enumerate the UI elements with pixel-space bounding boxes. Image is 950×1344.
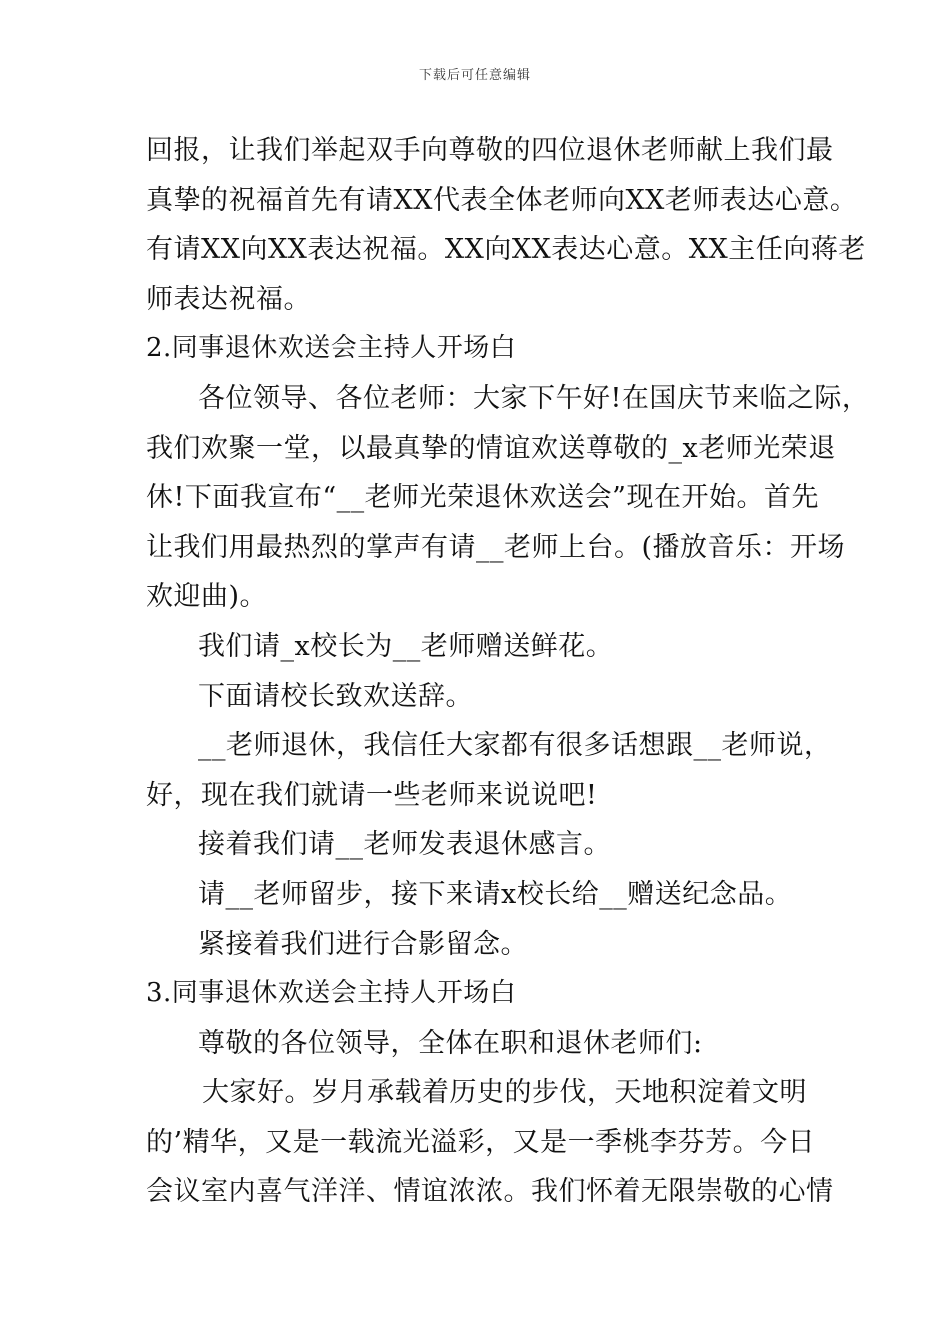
paragraph-line: 让我们用最热烈的掌声有请__老师上台。(播放音乐：开场: [146, 531, 846, 563]
paragraph-line: 我们请_x校长为__老师赠送鲜花。: [198, 630, 614, 662]
paragraph-line: 欢迎曲)。: [146, 581, 268, 613]
paragraph-line: 下面请校长致欢送辞。: [198, 680, 473, 712]
section-heading: 2.同事退休欢送会主持人开场白: [146, 333, 517, 364]
paragraph-line: 真挚的祝福首先有请XX代表全体老师向XX老师表达心意。: [146, 184, 858, 216]
paragraph-line: 我们欢聚一堂，以最真挚的情谊欢送尊敬的_x老师光荣退: [146, 432, 836, 464]
paragraph-line: 各位领导、各位老师：大家下午好!在国庆节来临之际，: [198, 382, 870, 414]
paragraph-line: 紧接着我们进行合影留念。: [198, 928, 528, 960]
paragraph-line: 回报，让我们举起双手向尊敬的四位退休老师献上我们最: [146, 135, 834, 166]
section-heading: 3.同事退休欢送会主持人开场白: [146, 978, 517, 1009]
paragraph-line: __老师退休，我信任大家都有很多话想跟__老师说，: [198, 730, 832, 762]
paragraph-line: 尊敬的各位领导，全体在职和退休老师们:: [198, 1027, 703, 1059]
paragraph-line: 有请XX向XX表达祝福。XX向XX表达心意。XX主任向蒋老: [146, 234, 866, 266]
paragraph-line: 休!下面我宣布“__老师光荣退休欢送会”现在开始。首先: [146, 482, 819, 514]
document-body: [146, 126, 870, 1217]
paragraph-line: 大家好。岁月承载着历史的步伐，天地积淀着文明: [202, 1077, 807, 1109]
paragraph-line: 好，现在我们就请一些老师来说说吧!: [146, 779, 598, 811]
paragraph-line: 的’精华，又是一载流光溢彩，又是一季桃李芬芳。今日: [146, 1126, 816, 1158]
paragraph-line: 请__老师留步，接下来请x校长给__赠送纪念品。: [198, 878, 793, 910]
page-header: 下载后可任意编辑: [418, 68, 531, 83]
paragraph-line: 接着我们请__老师发表退休感言。: [198, 829, 611, 861]
paragraph-line: 师表达祝福。: [146, 283, 311, 315]
paragraph-line: 会议室内喜气洋洋、情谊浓浓。我们怀着无限崇敬的心情: [146, 1176, 834, 1208]
